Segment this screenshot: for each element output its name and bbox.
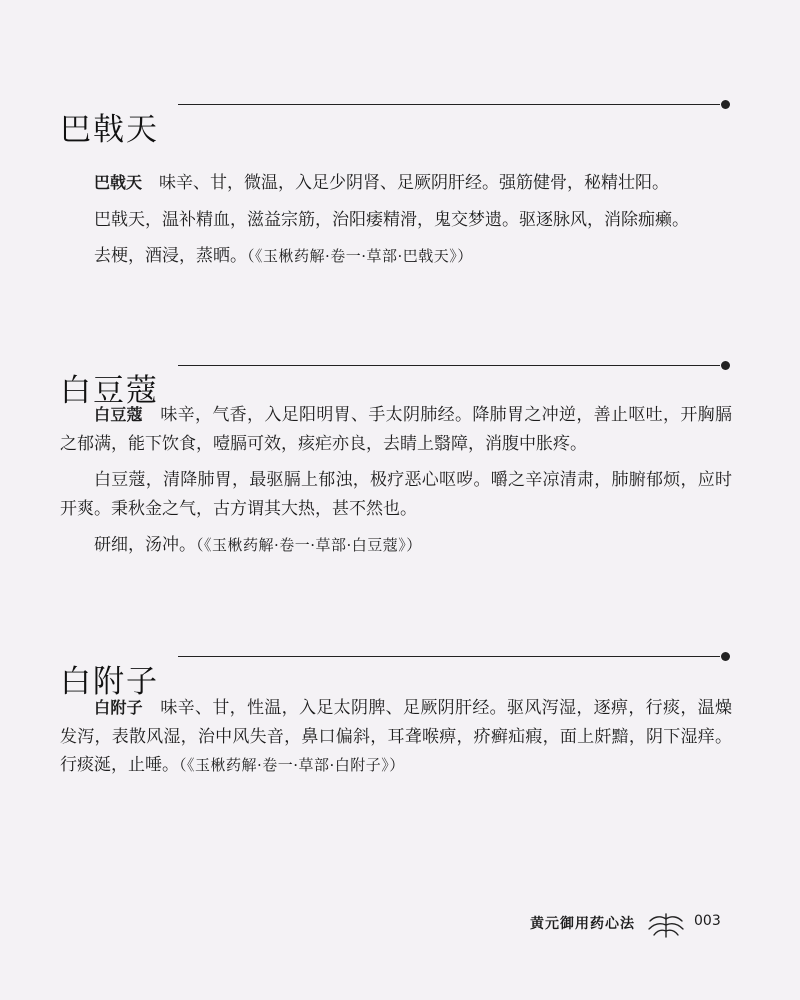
heading-rule (178, 656, 720, 657)
paragraph (60, 206, 732, 235)
heading-rule-dot (721, 100, 730, 109)
paragraph-text: 味辛、甘，微温，入足少阴肾、足厥阴肝经。强筋健骨，秘精壮阳。 (159, 173, 670, 193)
plant-ornament-icon (646, 911, 686, 939)
heading-rule-dot (721, 652, 730, 661)
paragraph (60, 466, 732, 523)
entry-baidoukou (60, 345, 732, 560)
entry-badiaotian (60, 84, 732, 271)
term: 巴戟天 (94, 173, 143, 192)
source-citation: （《玉楸药解·卷一·草部·白附子》） (179, 756, 405, 774)
paragraph-text: 白豆蔻，清降肺胃，最驱膈上郁浊，极疗恶心呕哕。嚼之辛凉清肃，肺腑郁烦，应时开爽。秉秋金之气，古方谓其大热，甚不然也。 (60, 470, 732, 519)
paragraph (60, 401, 732, 458)
source-citation: （《玉楸药解·卷一·草部·白豆蔻》） (196, 536, 422, 554)
paragraph (60, 242, 732, 271)
entry-heading: 白豆蔻 (60, 372, 159, 409)
paragraph (60, 694, 732, 780)
paragraph-text: 研细，汤冲。 (94, 535, 196, 555)
entry-heading-row (60, 636, 732, 700)
paragraph-text: 去梗，酒浸，蒸晒。 (94, 246, 247, 266)
heading-rule (178, 365, 720, 366)
entry-baifuzi (60, 636, 732, 780)
heading-rule (178, 104, 720, 105)
term: 白豆蔻 (94, 405, 143, 424)
paragraph-text: 巴戟天，温补精血，滋益宗筋，治阳痿精滑，鬼交梦遗。驱逐脉风，消除痂癞。 (94, 209, 689, 230)
page-number: 003 (694, 913, 721, 929)
paragraph (60, 531, 732, 560)
entry-heading-row (60, 345, 732, 409)
source-citation: （《玉楸药解·卷一·草部·巴戟天》） (247, 247, 473, 265)
heading-rule-dot (721, 361, 730, 370)
entry-heading: 白附子 (60, 663, 159, 700)
entry-heading-row (60, 84, 732, 148)
paragraph-text: 味辛、甘，性温，入足太阴脾、足厥阴肝经。驱风泻湿，逐痹，行痰，温燥发泻，表散风湿，治中风失音，鼻口偏斜，耳聋喉痹，疥癣疝瘕，面上皯黯，阴下湿痒。行痰涎，止唾。 (60, 698, 732, 775)
paragraph-text: 味辛，气香，入足阳明胃、手太阴肺经。降肺胃之冲逆，善止呕吐，开胸膈之郁满，能下饮食，噎膈可效，痎疟亦良，去睛上翳障，消腹中胀疼。 (60, 405, 732, 454)
entry-heading: 巴戟天 (60, 111, 159, 148)
term: 白附子 (94, 698, 143, 717)
page-footer (510, 909, 740, 939)
paragraph (60, 169, 732, 198)
book-title: 黄元御用药心法 (530, 916, 635, 932)
